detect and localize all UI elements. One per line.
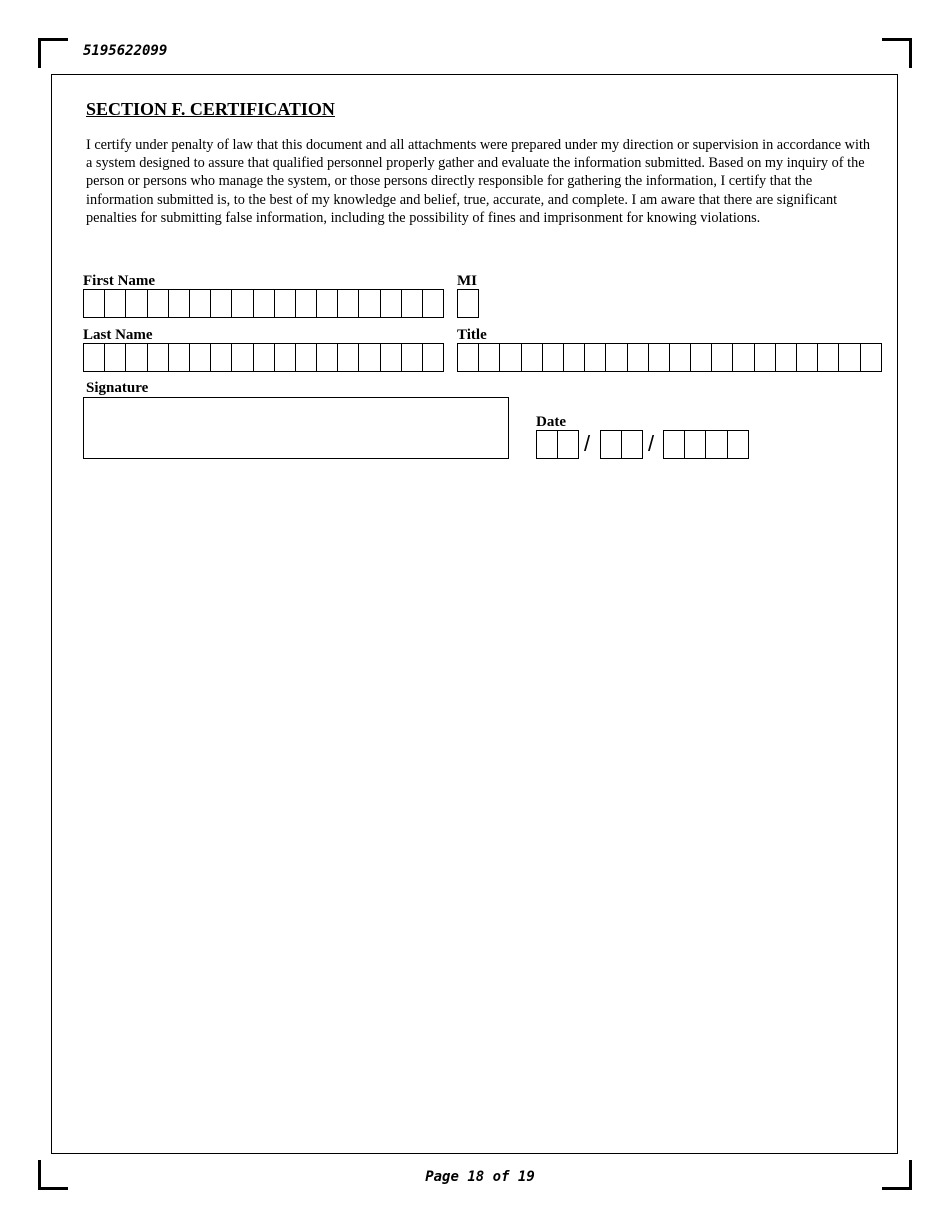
char-cell[interactable]: [797, 343, 818, 372]
char-cell[interactable]: [359, 289, 380, 318]
mi-field[interactable]: [457, 289, 479, 318]
char-cell[interactable]: [338, 289, 359, 318]
char-cell[interactable]: [126, 343, 147, 372]
char-cell[interactable]: [543, 343, 564, 372]
form-id: 5195622099: [83, 43, 168, 59]
char-cell[interactable]: [84, 289, 105, 318]
page-number: Page 18 of 19: [425, 1169, 535, 1185]
char-cell[interactable]: [522, 343, 543, 372]
section-title: SECTION F. CERTIFICATION: [86, 99, 335, 119]
char-cell[interactable]: [564, 343, 585, 372]
char-cell[interactable]: [190, 343, 211, 372]
date-separator: /: [584, 431, 591, 456]
char-cell[interactable]: [84, 343, 105, 372]
char-cell[interactable]: [317, 343, 338, 372]
char-cell[interactable]: [479, 343, 500, 372]
last-name-field[interactable]: [83, 343, 444, 372]
signature-label: Signature: [86, 380, 149, 396]
date-label: Date: [536, 414, 566, 430]
char-cell[interactable]: [232, 289, 253, 318]
char-cell[interactable]: [190, 289, 211, 318]
first-name-field[interactable]: [83, 289, 444, 318]
date-separator: /: [648, 431, 655, 456]
title-label: Title: [457, 327, 487, 343]
char-cell[interactable]: [381, 343, 402, 372]
char-cell[interactable]: [691, 343, 712, 372]
char-cell[interactable]: [458, 343, 479, 372]
title-field[interactable]: [457, 343, 882, 372]
char-cell[interactable]: [211, 343, 232, 372]
mi-label: MI: [457, 273, 477, 289]
char-cell[interactable]: [254, 343, 275, 372]
char-cell[interactable]: [558, 430, 579, 459]
char-cell[interactable]: [275, 343, 296, 372]
char-cell[interactable]: [755, 343, 776, 372]
char-cell[interactable]: [423, 289, 444, 318]
char-cell[interactable]: [861, 343, 882, 372]
char-cell[interactable]: [685, 430, 706, 459]
char-cell[interactable]: [148, 343, 169, 372]
date-day-field[interactable]: [600, 430, 643, 459]
char-cell[interactable]: [105, 343, 126, 372]
char-cell[interactable]: [706, 430, 727, 459]
char-cell[interactable]: [712, 343, 733, 372]
char-cell[interactable]: [537, 430, 558, 459]
corner-mark-top-left: [38, 38, 68, 68]
char-cell[interactable]: [728, 430, 749, 459]
char-cell[interactable]: [670, 343, 691, 372]
char-cell[interactable]: [296, 343, 317, 372]
char-cell[interactable]: [733, 343, 754, 372]
char-cell[interactable]: [649, 343, 670, 372]
char-cell[interactable]: [148, 289, 169, 318]
char-cell[interactable]: [381, 289, 402, 318]
char-cell[interactable]: [211, 289, 232, 318]
char-cell[interactable]: [628, 343, 649, 372]
char-cell[interactable]: [169, 343, 190, 372]
char-cell[interactable]: [818, 343, 839, 372]
corner-mark-top-right: [882, 38, 912, 68]
char-cell[interactable]: [254, 289, 275, 318]
char-cell[interactable]: [664, 430, 685, 459]
char-cell[interactable]: [839, 343, 860, 372]
char-cell[interactable]: [169, 289, 190, 318]
char-cell[interactable]: [606, 343, 627, 372]
char-cell[interactable]: [585, 343, 606, 372]
char-cell[interactable]: [296, 289, 317, 318]
date-year-field[interactable]: [663, 430, 749, 459]
char-cell[interactable]: [275, 289, 296, 318]
signature-box[interactable]: [83, 397, 509, 459]
char-cell[interactable]: [317, 289, 338, 318]
char-cell[interactable]: [776, 343, 797, 372]
last-name-label: Last Name: [83, 327, 153, 343]
char-cell[interactable]: [423, 343, 444, 372]
char-cell[interactable]: [500, 343, 521, 372]
char-cell[interactable]: [338, 343, 359, 372]
certification-text: I certify under penalty of law that this document and all attachments were prepared under my direction or supervision in accordance with a system designed to assure that qualified personnel properly gather and evaluate the information submitted. Based on my inquiry of the person or persons who manage the system, or those persons directly responsible for gathering the information, I certify that the information submitted is, to the best of my knowledge and belief, true, accurate, and complete. I am aware that there are significant penalties for submitting false information, including the possibility of fines and imprisonment for knowing violations.: [86, 137, 871, 226]
char-cell[interactable]: [402, 289, 423, 318]
date-month-field[interactable]: [536, 430, 579, 459]
first-name-label: First Name: [83, 273, 156, 289]
char-cell[interactable]: [601, 430, 622, 459]
char-cell[interactable]: [126, 289, 147, 318]
char-cell[interactable]: [622, 430, 643, 459]
char-cell[interactable]: [458, 289, 479, 318]
char-cell[interactable]: [105, 289, 126, 318]
char-cell[interactable]: [402, 343, 423, 372]
char-cell[interactable]: [232, 343, 253, 372]
char-cell[interactable]: [359, 343, 380, 372]
page-frame: [51, 74, 898, 1154]
